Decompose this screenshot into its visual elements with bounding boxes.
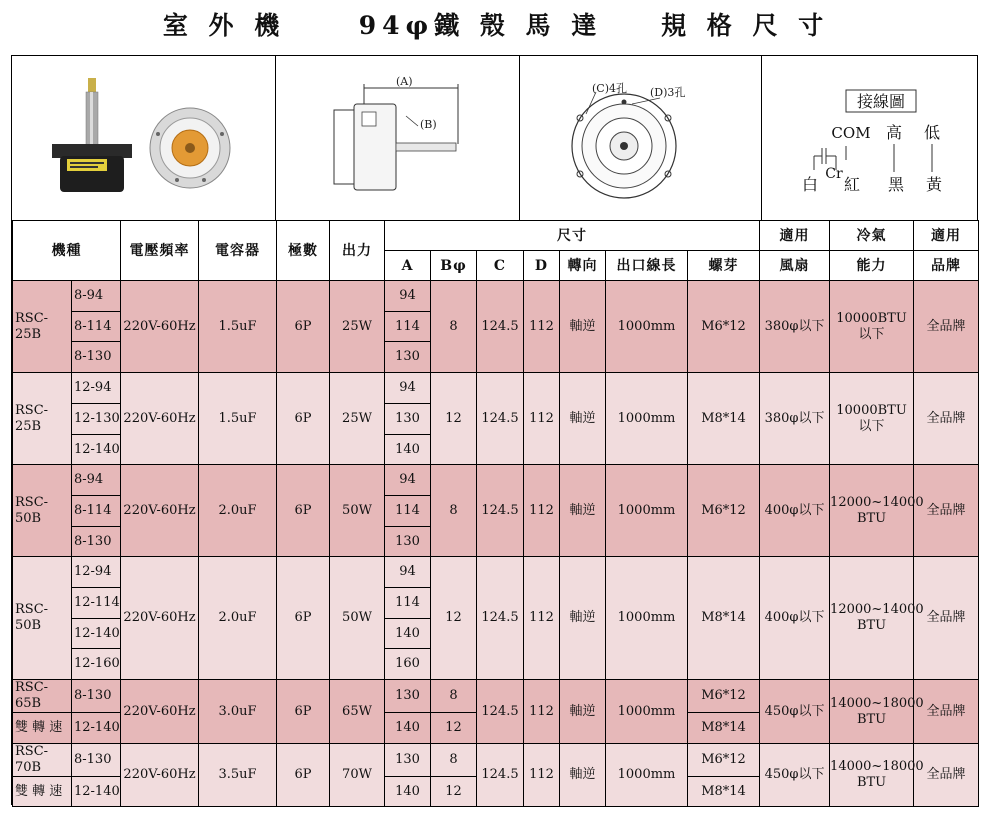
- a-cell: 130: [385, 527, 431, 557]
- lead-cell: 1000mm: [606, 680, 688, 744]
- sub-model-cell: 8-130: [72, 342, 121, 373]
- wiring-white: 白: [801, 175, 819, 194]
- wiring-title: 接線圖: [856, 92, 906, 111]
- cooling-line-1: 12000~14000: [830, 494, 924, 510]
- wiring-yellow: 黃: [925, 175, 943, 194]
- b-cell: 12: [431, 713, 477, 744]
- header-rotation: 轉向: [560, 251, 606, 281]
- dim-b-label: (B): [420, 118, 437, 131]
- sub-model-cell: 12-140: [72, 619, 121, 649]
- lead-cell: 1000mm: [606, 281, 688, 373]
- voltage-cell: 220V-60Hz: [121, 373, 199, 465]
- capacitor-cell: 3.0uF: [199, 680, 277, 744]
- rotation-cell: 軸逆: [560, 557, 606, 680]
- cooling-cell: [830, 465, 924, 557]
- b-cell: 8: [431, 281, 477, 373]
- model-speed-cell: 雙 轉 速: [13, 777, 72, 807]
- a-cell: 160: [385, 649, 431, 680]
- fan-cell: 380φ以下: [760, 281, 830, 373]
- d-cell: 112: [524, 465, 560, 557]
- a-cell: 130: [385, 680, 431, 713]
- output-cell: 65W: [330, 680, 385, 744]
- cooling-line-1: 12000~14000: [830, 602, 924, 617]
- a-cell: 114: [385, 588, 431, 619]
- a-cell: 130: [385, 404, 431, 435]
- a-cell: 94: [385, 557, 431, 588]
- voltage-cell: 220V-60Hz: [121, 465, 199, 557]
- brand-cell: 全品牌: [914, 465, 979, 557]
- rotation-cell: 軸逆: [560, 373, 606, 465]
- lead-cell: 1000mm: [606, 557, 688, 680]
- capacitor-cell: 2.0uF: [199, 465, 277, 557]
- cooling-line-1: 14000~18000: [830, 695, 924, 711]
- cooling-cell: [830, 744, 924, 807]
- fan-cell: 400φ以下: [760, 465, 830, 557]
- rotation-cell: 軸逆: [560, 680, 606, 744]
- header-brand-2: 品牌: [914, 251, 979, 281]
- cooling-line-2: BTU: [856, 510, 887, 526]
- voltage-cell: 220V-60Hz: [121, 744, 199, 807]
- sub-model-cell: 8-114: [72, 496, 121, 527]
- c-cell: 124.5: [477, 680, 524, 744]
- table-row: [13, 465, 979, 496]
- cooling-cell: [830, 281, 914, 373]
- cooling-line-2: 以下: [858, 418, 885, 434]
- cooling-cell: [830, 557, 924, 680]
- sub-model-cell: 12-94: [72, 373, 121, 404]
- b-cell: 8: [431, 680, 477, 713]
- d-cell: 112: [524, 557, 560, 680]
- header-lead: 出口線長: [606, 251, 688, 281]
- output-cell: 25W: [330, 373, 385, 465]
- a-cell: 94: [385, 281, 431, 312]
- capacitor-cell: 1.5uF: [199, 373, 277, 465]
- a-cell: 140: [385, 713, 431, 744]
- poles-cell: 6P: [277, 744, 330, 807]
- spec-table: [12, 220, 979, 807]
- cooling-line-1: 10000BTU: [836, 310, 907, 326]
- model-speed-cell: 雙 轉 速: [13, 713, 72, 744]
- dim-a-label: (A): [396, 75, 413, 88]
- brand-cell: 全品牌: [914, 744, 979, 807]
- model-cell: RSC-25B: [13, 281, 72, 373]
- wiring-cr: Cr: [825, 166, 843, 182]
- a-cell: 140: [385, 435, 431, 465]
- sub-model-cell: 12-94: [72, 557, 121, 588]
- capacitor-cell: 1.5uF: [199, 281, 277, 373]
- thread-cell: M6*12: [688, 744, 760, 777]
- c-cell: 124.5: [477, 281, 524, 373]
- thread-cell: M6*12: [688, 680, 760, 713]
- page-title: 室 外 機 94φ鐵 殼 馬 達 規 格 尺 寸: [162, 11, 830, 40]
- cooling-line-2: BTU: [856, 711, 887, 727]
- hole-d-label: (D)3孔: [650, 86, 686, 99]
- a-cell: 140: [385, 619, 431, 649]
- output-cell: 70W: [330, 744, 385, 807]
- c-cell: 124.5: [477, 744, 524, 807]
- poles-cell: 6P: [277, 557, 330, 680]
- d-cell: 112: [524, 680, 560, 744]
- header-output: 出力: [330, 221, 385, 281]
- lead-cell: 1000mm: [606, 465, 688, 557]
- fan-cell: 450φ以下: [760, 744, 830, 807]
- header-poles: 極數: [277, 221, 330, 281]
- brand-cell: 全品牌: [914, 557, 979, 680]
- a-cell: 114: [385, 496, 431, 527]
- wiring-high: 高: [885, 123, 903, 142]
- model-cell: RSC-50B: [13, 557, 72, 680]
- sub-model-cell: 8-130: [72, 744, 121, 777]
- fan-cell: 450φ以下: [760, 680, 830, 744]
- b-cell: 12: [431, 777, 477, 807]
- sub-model-cell: 12-140: [72, 435, 121, 465]
- rotation-cell: 軸逆: [560, 744, 606, 807]
- wiring-com: COM: [831, 124, 871, 142]
- thread-cell: M8*14: [688, 373, 760, 465]
- diagram-row: [12, 56, 977, 221]
- model-cell: RSC-50B: [13, 465, 72, 557]
- header-thread: 螺芽: [688, 251, 760, 281]
- cooling-line-2: 以下: [858, 326, 885, 342]
- header-row-1: [13, 221, 979, 251]
- b-cell: 12: [431, 557, 477, 680]
- d-cell: 112: [524, 744, 560, 807]
- wiring-diagram: [762, 56, 977, 220]
- sub-model-cell: 8-94: [72, 281, 121, 312]
- output-cell: 50W: [330, 465, 385, 557]
- sub-model-cell: 12-160: [72, 649, 121, 680]
- rotation-cell: 軸逆: [560, 465, 606, 557]
- d-cell: 112: [524, 281, 560, 373]
- output-cell: 50W: [330, 557, 385, 680]
- voltage-cell: 220V-60Hz: [121, 281, 199, 373]
- sub-model-cell: 12-130: [72, 404, 121, 435]
- wiring-black: 黑: [887, 175, 905, 194]
- header-fan-2: 風扇: [760, 251, 830, 281]
- lead-cell: 1000mm: [606, 373, 688, 465]
- cooling-line-2: BTU: [856, 618, 887, 633]
- fan-cell: 400φ以下: [760, 557, 830, 680]
- c-cell: 124.5: [477, 373, 524, 465]
- thread-cell: M8*14: [688, 713, 760, 744]
- a-cell: 94: [385, 373, 431, 404]
- output-cell: 25W: [330, 281, 385, 373]
- cooling-cell: [830, 680, 924, 744]
- table-row: [13, 744, 979, 777]
- header-size: 尺寸: [385, 221, 760, 251]
- motor-photo: [12, 56, 276, 220]
- cooling-line-1: 14000~18000: [830, 759, 924, 774]
- a-cell: 114: [385, 312, 431, 342]
- sub-model-cell: 12-140: [72, 713, 121, 744]
- cooling-cell: [830, 373, 914, 465]
- thread-cell: M8*14: [688, 557, 760, 680]
- spec-sheet: [11, 55, 978, 805]
- header-b: Bφ: [431, 251, 477, 281]
- header-model: 機種: [13, 221, 121, 281]
- poles-cell: 6P: [277, 680, 330, 744]
- b-cell: 12: [431, 373, 477, 465]
- c-cell: 124.5: [477, 465, 524, 557]
- d-cell: 112: [524, 373, 560, 465]
- sub-model-cell: 8-94: [72, 465, 121, 496]
- table-row: [13, 680, 979, 713]
- sub-model-cell: 8-130: [72, 680, 121, 713]
- voltage-cell: 220V-60Hz: [121, 680, 199, 744]
- thread-cell: M6*12: [688, 281, 760, 373]
- a-cell: 94: [385, 465, 431, 496]
- b-cell: 8: [431, 465, 477, 557]
- cooling-line-2: BTU: [856, 775, 887, 790]
- header-c: C: [477, 251, 524, 281]
- model-cell: RSC-25B: [13, 373, 72, 465]
- table-row: [13, 281, 979, 312]
- a-cell: 130: [385, 342, 431, 373]
- poles-cell: 6P: [277, 281, 330, 373]
- poles-cell: 6P: [277, 373, 330, 465]
- front-view-drawing: [520, 56, 762, 220]
- a-cell: 140: [385, 777, 431, 807]
- table-row: [13, 557, 979, 588]
- header-capacitor: 電容器: [199, 221, 277, 281]
- header-cool-1: 冷氣: [830, 221, 914, 251]
- header-cool-2: 能力: [830, 251, 914, 281]
- voltage-cell: 220V-60Hz: [121, 557, 199, 680]
- table-row: [13, 373, 979, 404]
- sub-model-cell: 8-130: [72, 527, 121, 557]
- sub-model-cell: 12-140: [72, 777, 121, 807]
- fan-cell: 380φ以下: [760, 373, 830, 465]
- header-a: A: [385, 251, 431, 281]
- capacitor-cell: 3.5uF: [199, 744, 277, 807]
- poles-cell: 6P: [277, 465, 330, 557]
- model-cell: RSC-70B: [13, 744, 72, 777]
- wiring-red: 紅: [843, 175, 861, 194]
- header-voltage: 電壓頻率: [121, 221, 199, 281]
- sub-model-cell: 8-114: [72, 312, 121, 342]
- header-brand-1: 適用: [914, 221, 979, 251]
- thread-cell: M6*12: [688, 465, 760, 557]
- capacitor-cell: 2.0uF: [199, 557, 277, 680]
- a-cell: 130: [385, 744, 431, 777]
- header-d: D: [524, 251, 560, 281]
- side-view-drawing: [276, 56, 520, 220]
- cooling-line-1: 10000BTU: [836, 402, 907, 418]
- sub-model-cell: 12-114: [72, 588, 121, 619]
- b-cell: 8: [431, 744, 477, 777]
- header-fan-1: 適用: [760, 221, 830, 251]
- brand-cell: 全品牌: [914, 281, 979, 373]
- model-cell: RSC-65B: [13, 680, 72, 713]
- thread-cell: M8*14: [688, 777, 760, 807]
- c-cell: 124.5: [477, 557, 524, 680]
- rotation-cell: 軸逆: [560, 281, 606, 373]
- brand-cell: 全品牌: [914, 680, 979, 744]
- hole-c-label: (C)4孔: [592, 82, 627, 95]
- wiring-low: 低: [923, 123, 941, 142]
- lead-cell: 1000mm: [606, 744, 688, 807]
- brand-cell: 全品牌: [914, 373, 979, 465]
